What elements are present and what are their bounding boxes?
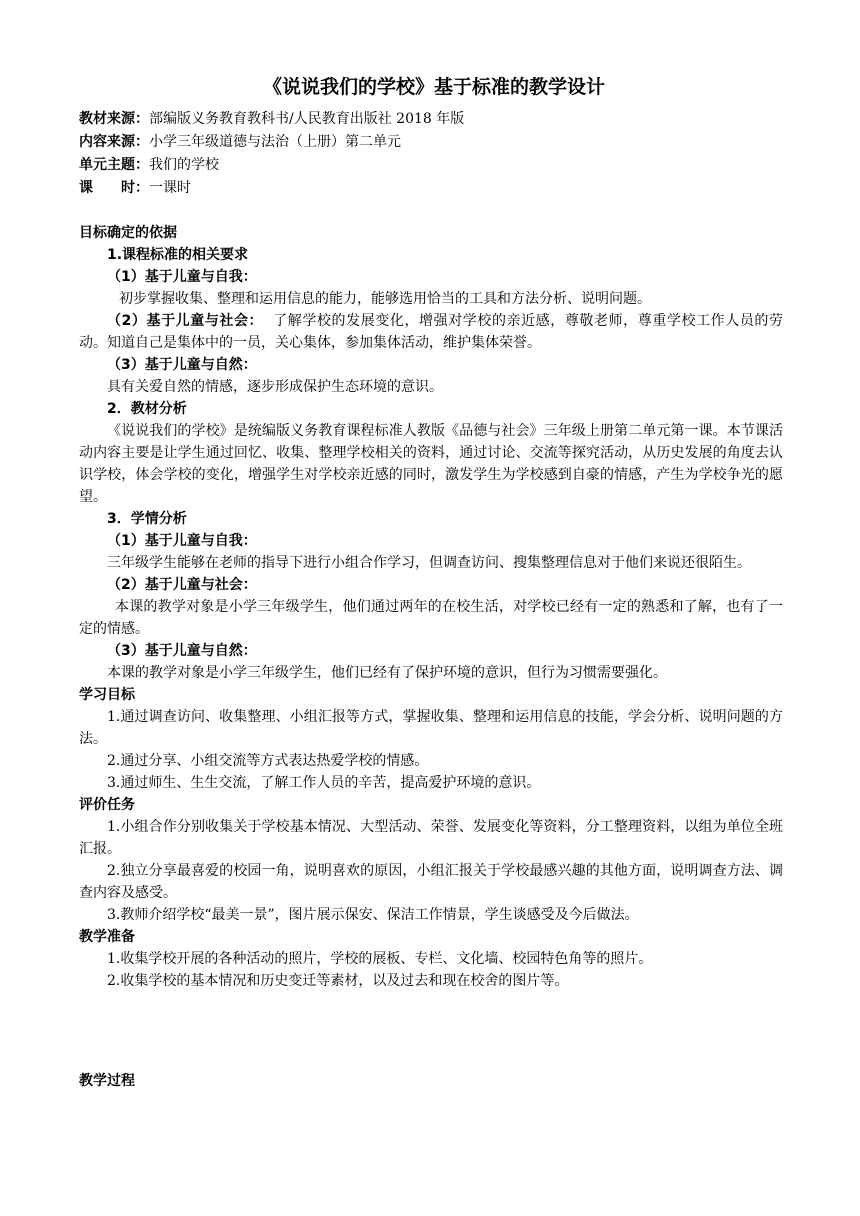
section-heading-prep: 教学准备 [79,929,135,945]
task-item: 2.独立分享最喜爱的校园一角，说明喜欢的原因，小组汇报关于学校最感兴趣的其他方面，说明调查方法、调查内容及感受。 [79,863,783,901]
item-label: （2）基于儿童与社会： [107,313,264,329]
subheading-learner: 3．学情分析 [107,511,187,527]
meta-value: 我们的学校 [149,157,219,173]
subheading-standards: 1.课程标准的相关要求 [107,247,249,263]
meta-source [79,108,783,131]
goal-item: 1.通过调查访问、收集整理、小组汇报等方式，掌握收集、整理和运用信息的技能，学会分析、说明问题的方法。 [79,709,783,747]
meta-label: 内容来源： [79,134,149,150]
item-text: 初步掌握收集、整理和运用信息的能力，能够选用恰当的工具和方法分析、说明问题。 [119,291,651,307]
meta-label: 课 时： [79,180,149,196]
item-text: 具有关爱自然的情感，逐步形成保护生态环境的意识。 [107,379,443,395]
meta-value: 部编版义务教育教科书/人民教育出版社 2018 年版 [149,111,465,127]
meta-value: 小学三年级道德与法治（上册）第二单元 [149,134,401,150]
goal-item: 2.通过分享、小组交流等方式表达热爱学校的情感。 [107,753,429,769]
task-item: 3.教师介绍学校“最美一景”，图片展示保安、保洁工作情景，学生谈感受及今后做法。 [107,907,639,923]
standards-item-2 [79,310,783,354]
prep-item: 2.收集学校的基本情况和历史变迁等素材，以及过去和现在校舍的图片等。 [107,973,569,989]
item-label: （3）基于儿童与自然： [107,643,257,659]
meta-label: 教材来源： [79,111,149,127]
item-text: 本课的教学对象是小学三年级学生，他们已经有了保护环境的意识，但行为习惯需要强化。 [107,665,667,681]
section-heading-goals: 学习目标 [79,687,135,703]
item-text: 本课的教学对象是小学三年级学生，他们通过两年的在校生活，对学校已经有一定的熟悉和了解，也有了一定的情感。 [79,599,783,637]
item-label: （3）基于儿童与自然： [107,357,257,373]
document-page [79,74,783,1092]
meta-content [79,131,783,154]
subheading-textbook: 2．教材分析 [107,401,187,417]
section-heading-tasks: 评价任务 [79,797,135,813]
prep-item: 1.收集学校开展的各种活动的照片，学校的展板、专栏、文化墙、校园特色角等的照片。 [107,951,653,967]
item-label: （1）基于儿童与自我： [107,533,257,549]
meta-hours [79,177,783,200]
item-text: 了解学校的发展变化，增强对学校的亲近感，尊敬老师，尊重学校工作人员的劳动。知道自己是集体中的一员，关心集体，参加集体活动，维护集体荣誉。 [79,313,783,351]
item-label: （2）基于儿童与社会： [107,577,257,593]
meta-value: 一课时 [149,180,191,196]
page-title: 《说说我们的学校》基于标准的教学设计 [262,76,605,98]
goal-item: 3.通过师生、生生交流，了解工作人员的辛苦，提高爱护环境的意识。 [107,775,541,791]
item-text: 三年级学生能够在老师的指导下进行小组合作学习，但调查访问、搜集整理信息对于他们来说还很陌生。 [107,555,751,571]
meta-label: 单元主题： [79,157,149,173]
meta-unit [79,154,783,177]
item-label: （1）基于儿童与自我： [107,269,257,285]
textbook-analysis-text: 《说说我们的学校》是统编版义务教育课程标准人教版《品德与社会》三年级上册第二单元第一课。本节课活动内容主要是让学生通过回忆、收集、整理学校相关的资料，通过讨论、交流等探究活动，从历史发展的角度去认识学校，体会学校的变化，增强学生对学校亲近感的同时，激发学生为学校感到自豪的情感，产生为学校争光的愿望。 [79,423,783,505]
section-heading-process: 教学过程 [79,1073,135,1089]
task-item: 1.小组合作分别收集关于学校基本情况、大型活动、荣誉、发展变化等资料，分工整理资料，以组为单位全班汇报。 [79,819,783,857]
section-heading-basis: 目标确定的依据 [79,225,177,241]
